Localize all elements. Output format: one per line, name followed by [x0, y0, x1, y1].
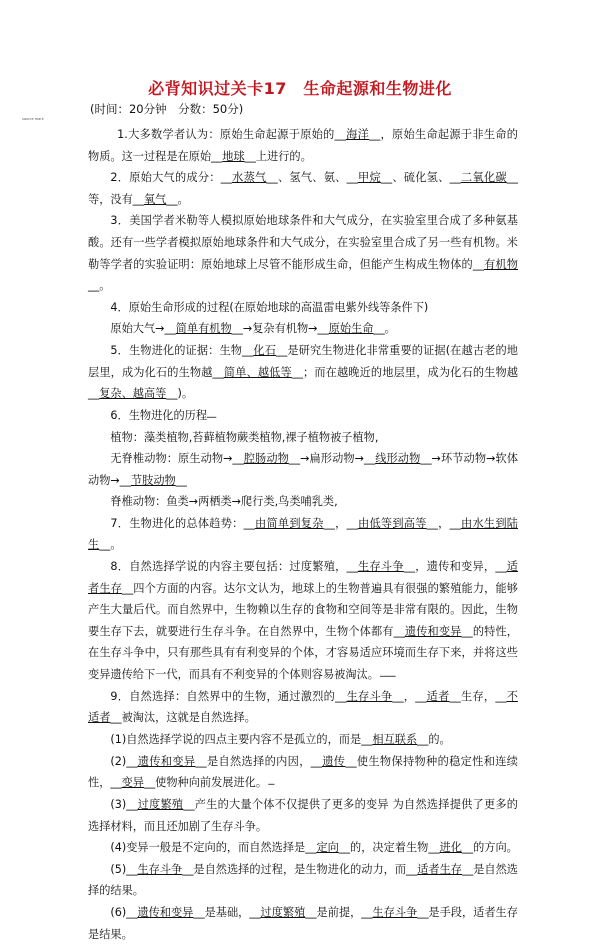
text-span: 适者生存	[88, 560, 518, 595]
text-span: 过度繁殖	[137, 798, 184, 812]
question-3: 3．美国学者米勒等人模拟原始地球条件和大气成分，在实验室里合成了多种氨基酸。还有一些学者模拟原始地球条件和大气成分，在实验室里合成了另一些有机物。米勒等学者的实验证明：原始地球上尽管不能形成生命，但能产生构成生物体的__有机物__。	[88, 214, 518, 293]
text-span: 的方向。	[473, 841, 518, 855]
question-5: 5．生物进化的证据：生物__化石__是研究生物进化非常重要的证据(在越古老的地层里，成为化石的生物越__简单、越低等__；而在越晚近的地层里，成为化石的生物越__复杂、越高等__)。	[88, 343, 518, 401]
text-span: 生存斗争	[346, 689, 393, 703]
question-4-chain: 原始大气→__简单有机物__→复杂有机物→__原始生命__。	[110, 322, 396, 336]
text-span: 、氢气、氨、	[277, 171, 347, 185]
text-span: 定向	[316, 841, 339, 855]
text-span: 遗传和变异	[137, 754, 196, 768]
text-span: 使物种向前发展进化。	[155, 776, 268, 790]
question-6: 6．生物进化的历程▂▂▂	[110, 408, 217, 422]
text-span: 由简单到复杂	[254, 516, 324, 530]
time-score-info: (时间：20分钟 分数：50分)	[90, 102, 244, 116]
text-span: 的特性，在生存斗争中，只有那些具有有利变异的个体，才容易适应环境而生存下来，并将这些变异遗传给下一代，而具有不利变异的个体则容易被淘汰。	[88, 624, 518, 682]
text-span: 不适者	[88, 689, 518, 725]
text-span: →复杂有机物→	[242, 322, 318, 336]
text-span: 2．原始大气的成分：	[110, 171, 221, 185]
text-span: 原始大气→	[110, 322, 165, 336]
text-span: ；而在越晚近的地层里，成为化石的生物越	[303, 365, 518, 379]
text-span: 6．生物进化的历程	[110, 408, 208, 422]
question-1: 1.大多数学者认为：原始生命起源于原始的__海洋__，原始生命起源于非生命的物质。这一过程是在原始__地球__上进行的。	[88, 128, 518, 163]
text-span: 适者	[426, 689, 450, 703]
text-span: 上进行的。	[255, 149, 312, 163]
text-span: 8．自然选择学说的内容主要包括：过度繁殖，	[110, 560, 347, 574]
text-span: 相互联系	[372, 733, 418, 747]
text-span: 9．自然选择：自然界中的生物，通过激烈的	[110, 689, 336, 703]
text-span: 四个方面的内容。达尔文认为，地球上的生物普遍具有很强的繁殖能力，能够产生大量后代。而自然界中，生物赖以生存的食物和空间等是非常有限的。因此，生物要生存下去，就要进行生存斗争。在自然界中，生物个体都有	[88, 581, 518, 638]
text-span: →环节动物→软体动物→	[88, 452, 519, 487]
text-span: 复杂、越高等	[99, 387, 167, 401]
tiny-mark: source mark	[22, 117, 44, 121]
question-9-point-3: (3)__过度繁殖__产生的大量个体不仅提供了更多的变异 为自然选择提供了更多的选择材料，而且还加剧了生存斗争。	[88, 798, 518, 833]
text-span: 二氧化碳	[460, 171, 507, 185]
text-span: 是自然选择的结果。	[88, 862, 518, 898]
text-span: 由低等到高等	[357, 516, 427, 530]
text-span: 使生物保持物种的稳定性和连续性，	[88, 754, 518, 790]
text-span: 、硫化氢、	[392, 171, 450, 185]
document-body	[88, 124, 518, 945]
text-span: 等，没有	[88, 192, 133, 206]
text-span: )。	[177, 387, 194, 401]
text-span: 是手段，适者生存是结果。	[88, 905, 518, 941]
text-span: 生存，	[460, 689, 496, 703]
text-span: 原始生命	[328, 322, 374, 336]
text-span: (4)变异一般是不定向的，而自然选择是	[110, 841, 306, 855]
text-span: 植物：藻类植物,苔藓植物蕨类植物,裸子植物被子植物,	[110, 430, 379, 444]
text-span: 被淘汰，这就是自然选择。	[121, 711, 256, 725]
text-span: 简单、越低等	[223, 365, 292, 379]
text-span: 。	[99, 279, 111, 293]
text-span: ，	[334, 516, 347, 530]
question-9-point-1: (1)自然选择学说的四点主要内容不是孤立的，而是__相互联系__的。	[110, 733, 451, 747]
text-span: ，遗传和变异，	[415, 560, 496, 574]
text-span: 产生的大量个体不仅提供了更多的变异 为自然选择提供了更多的选择材料，而且还加剧了生存斗争。	[88, 798, 518, 833]
text-span: (3)	[110, 798, 127, 812]
text-span: 是自然选择的内因，	[206, 754, 311, 768]
question-4	[88, 297, 518, 319]
text-span: ，原始生命起源于非生命的物质。这一过程是在原始	[88, 128, 518, 163]
question-9-point-6: (6)__遗传和变异__是基础，__过度繁殖__是前提，__生存斗争__是手段，适者生存是结果。	[88, 905, 518, 941]
question-2: 2．原始大气的成分：__水蒸气__、氢气、氨、__甲烷__、硫化氢、__二氧化碳__等，没有__氧气__。	[88, 171, 518, 206]
text-span: 遗传和变异	[404, 624, 462, 638]
text-span: 脊椎动物：鱼类→两栖类→爬行类,鸟类哺乳类,	[110, 495, 338, 509]
page-title: 必背知识过关卡17 生命起源和生物进化	[148, 79, 452, 98]
text-span: 生存斗争	[357, 560, 404, 574]
text-span: 3．美国学者米勒等人模拟原始地球条件和大气成分，在实验室里合成了多种氨基酸。还有一些学者模拟原始地球条件和大气成分，在实验室里合成了另一些有机物。米勒等学者的实验证明：原始地球上尽管不能形成生命，但能产生构成生物体的	[88, 214, 518, 271]
text-span: 。	[177, 192, 189, 206]
text-span: 5．生物进化的证据：生物	[110, 343, 243, 357]
text-span: ，	[403, 689, 416, 703]
text-span: 的。	[428, 733, 451, 747]
text-span: 简单有机物	[175, 322, 232, 336]
text-span: 腔肠动物	[243, 452, 289, 466]
question-9-point-4: (4)变异一般是不定向的，而自然选择是__定向__的，决定着生物__进化__的方向。	[110, 841, 518, 855]
text-span: 氧气	[143, 192, 167, 206]
text-span: 7．生物进化的总体趋势：	[110, 516, 244, 530]
question-6-plants	[88, 427, 518, 449]
text-span: 海洋	[345, 128, 370, 141]
text-span: 是研究生物进化非常重要的证据(在越古老的地层里，成为化石的生物越	[88, 343, 518, 379]
text-span: 有机物	[484, 257, 518, 271]
text-span: 进化	[439, 841, 462, 855]
text-span: 地球	[222, 149, 245, 163]
text-span: 生存斗争	[372, 905, 418, 919]
text-span: 。	[110, 538, 122, 552]
text-span: 。	[384, 322, 396, 336]
question-7: 7．生物进化的总体趋势：__由简单到复杂__，__由低等到高等__，__由水生到陆生__。	[88, 516, 518, 552]
question-8: 8．自然选择学说的内容主要包括：过度繁殖，__生存斗争__，遗传和变异，__适者生存__四个方面的内容。达尔文认为，地球上的生物普遍具有很强的繁殖能力，能够产生大量后代。而自然界中，生物赖以生存的食物和空间等是非常有限的。因此，生物要生存下去，就要进行生存斗争。在自然界中，生物个体都有__遗传和变异__的特性，在生存斗争中，只有那些具有有利变异的个体，才容易适应环境而生存下来，并将这些变异遗传给下一代，而具有不利变异的个体则容易被淘汰。 ▂▂▂▂▂	[88, 560, 518, 682]
text-span: 生存斗争	[137, 862, 183, 876]
text-span: 节肢动物	[130, 473, 176, 487]
text-span: (6)	[110, 905, 127, 919]
question-6-vertebrates	[88, 491, 518, 513]
question-9-point-5: (5)__生存斗争__是自然选择的过程，是生物进化的动力，而__适者生存__是自然选择的结果。	[88, 862, 518, 898]
text-span: ，	[437, 516, 450, 530]
question-9-point-2: (2)__遗传和变异__是自然选择的内因，__遗传__使生物保持物种的稳定性和连续性，__变异__使物种向前发展进化。 ▂▂	[88, 754, 518, 790]
text-span: 遗传	[321, 754, 346, 768]
text-span: 4．原始生命形成的过程(在原始地球的高温雷电紫外线等条件下)	[110, 300, 429, 314]
text-span: (1)自然选择学说的四点主要内容不是孤立的，而是	[110, 733, 362, 747]
text-span: →扁形动物→	[300, 452, 364, 466]
text-span: 是前提，	[316, 905, 362, 919]
text-span: 线形动物	[375, 452, 421, 466]
question-9: 9．自然选择：自然界中的生物，通过激烈的__生存斗争__，__适者__生存，__不适者__被淘汰，这就是自然选择。	[88, 689, 518, 725]
text-span: 的，决定着生物	[350, 841, 429, 855]
text-span: 过度繁殖	[260, 905, 306, 919]
text-span: 1.大多数学者认为：原始生命起源于原始的	[117, 128, 335, 141]
text-span: 适者生存	[417, 862, 463, 876]
text-span: 甲烷	[357, 171, 381, 185]
text-span: 是基础，	[204, 905, 250, 919]
text-span: 变异	[121, 776, 144, 790]
text-span: 无脊椎动物：原生动物→	[110, 452, 233, 466]
question-6-invertebrates: 无脊椎动物：原生动物→__腔肠动物__→扁形动物→__线形动物__→环节动物→软体动物→__节肢动物__	[88, 452, 519, 487]
text-span: (2)	[110, 754, 127, 768]
text-span: 由水生到陆生	[88, 516, 518, 552]
text-span: (5)	[110, 862, 127, 876]
text-span: 遗传和变异	[137, 905, 194, 919]
text-span: 水蒸气	[231, 171, 267, 185]
text-span: 化石	[253, 343, 277, 357]
text-span: 是自然选择的过程，是生物进化的动力，而	[193, 862, 407, 876]
